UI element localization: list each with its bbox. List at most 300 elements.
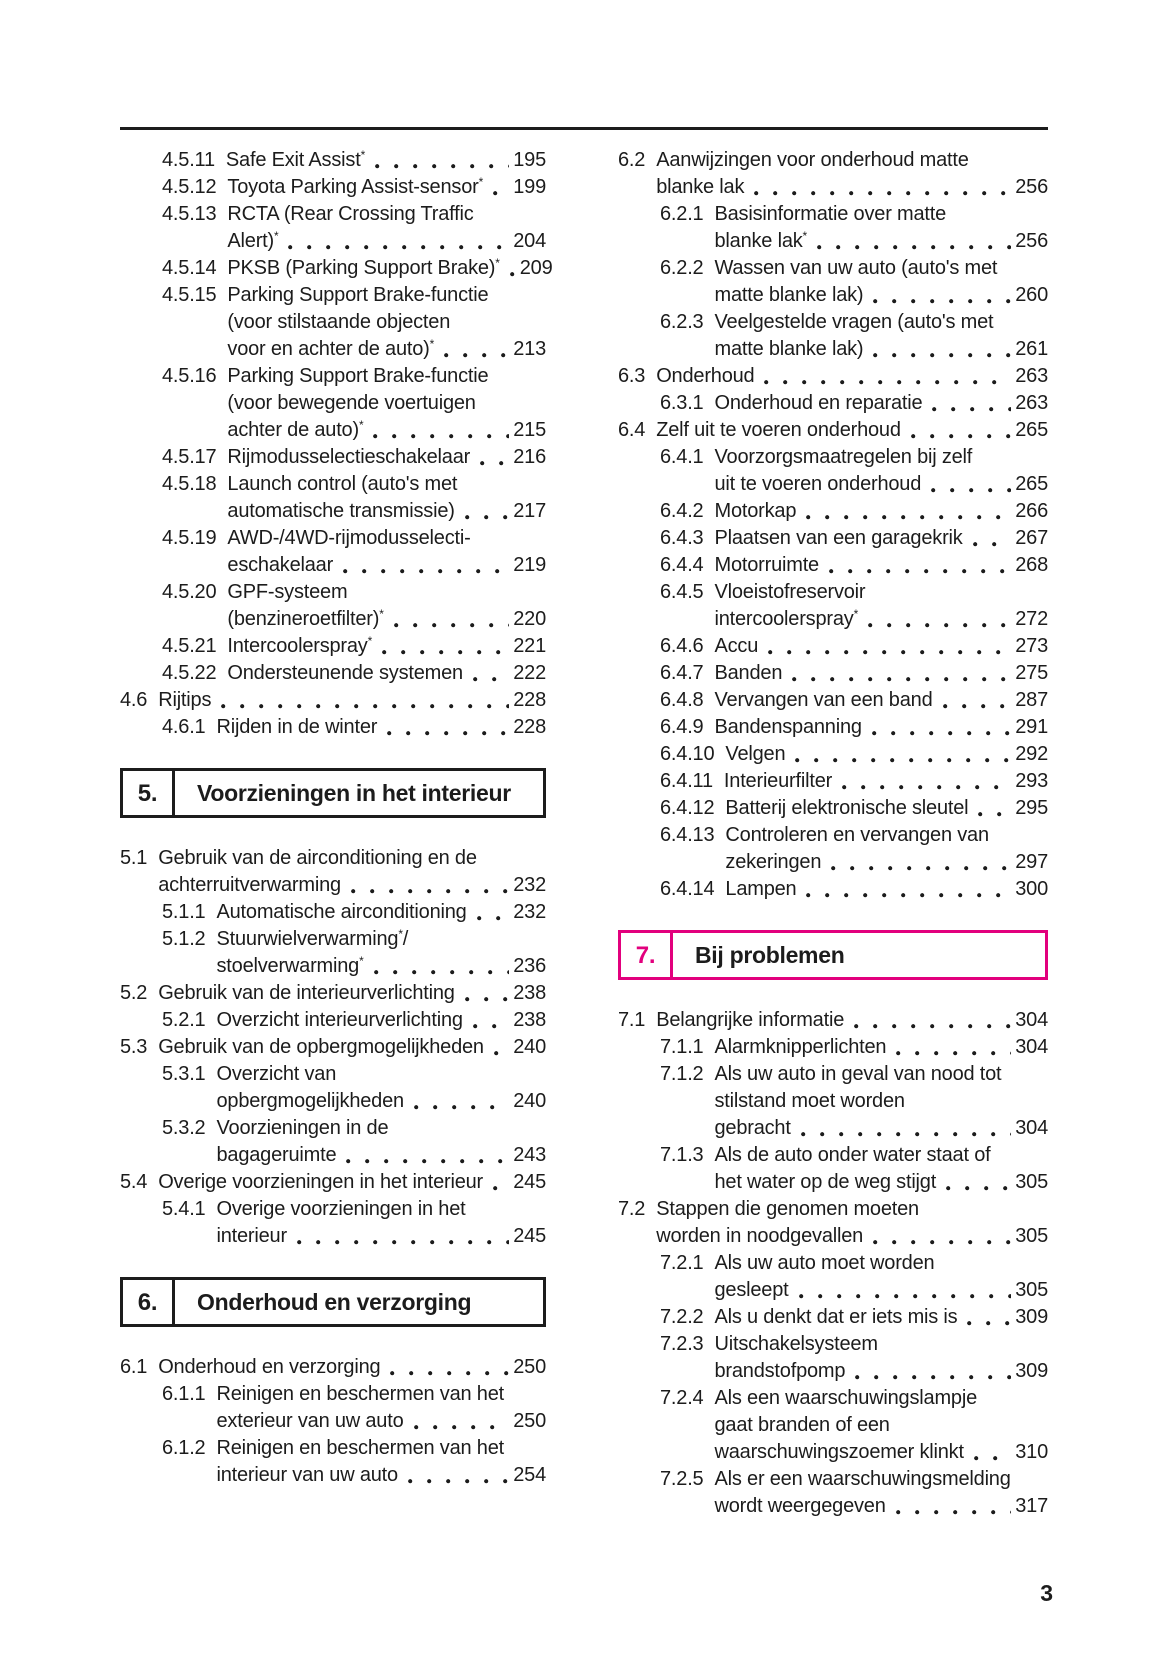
toc-entry-title: matte blanke lak) — [714, 338, 864, 360]
toc-entry-title: Als de auto onder water staat of — [714, 1144, 991, 1166]
toc-entry-page: 254 — [513, 1464, 546, 1486]
toc-entry-title: Als uw auto in geval van nood tot — [714, 1063, 1002, 1085]
toc-entry-title: Als u denkt dat er iets mis is — [714, 1306, 958, 1328]
toc-entry-page: 240 — [513, 1090, 546, 1112]
toc-entry-title: Motorkap — [714, 500, 797, 522]
toc-entry-5.4.1[interactable] — [120, 1196, 546, 1250]
toc-entry-number: 4.5.19 — [162, 527, 217, 549]
dot-leader — [797, 1277, 1012, 1304]
dot-leader — [815, 228, 1011, 255]
toc-entry-title: intercoolerspray* — [714, 607, 859, 630]
toc-entry-page: 261 — [1015, 338, 1048, 360]
toc-entry-page: 305 — [1015, 1171, 1048, 1193]
toc-entry-title: Reinigen en beschermen van het — [216, 1437, 505, 1459]
toc-entry-title: Plaatsen van een garagekrik — [714, 527, 963, 549]
toc-entry-title: achterruitverwarming — [158, 874, 341, 896]
toc-entry-page: 263 — [1015, 392, 1048, 414]
toc-entry-5.1.2[interactable] — [120, 926, 546, 980]
toc-entry-4.5.16[interactable] — [120, 363, 546, 444]
toc-entry-title: interieur — [216, 1225, 287, 1247]
dot-leader — [829, 849, 1011, 876]
toc-entry-number: 6.4.13 — [660, 824, 715, 846]
dot-leader — [471, 660, 509, 687]
toc-entry-5.1[interactable] — [120, 845, 546, 899]
toc-entry-page: 250 — [513, 1410, 546, 1432]
toc-entry-title: Basisinformatie over matte — [714, 203, 947, 225]
dot-leader — [492, 1034, 509, 1061]
toc-entry-number: 7.2.5 — [660, 1468, 704, 1490]
toc-entry-page: 240 — [513, 1036, 546, 1058]
toc-entry-number: 6.4.9 — [660, 716, 704, 738]
toc-entry-page: 295 — [1015, 797, 1048, 819]
dot-leader — [372, 953, 510, 980]
toc-entry-title: exterieur van uw auto — [216, 1410, 404, 1432]
toc-entry-number: 4.5.11 — [162, 149, 215, 171]
dot-leader — [475, 899, 510, 926]
toc-entry-title: achter de auto)* — [227, 418, 364, 441]
toc-entry-title: bagageruimte — [216, 1144, 337, 1166]
toc-entry-title: stoelverwarming* — [216, 954, 364, 977]
toc-entry-title: Velgen — [725, 743, 786, 765]
dot-leader — [793, 741, 1011, 768]
toc-entry-number: 4.5.15 — [162, 284, 217, 306]
page-number: 3 — [1040, 1580, 1053, 1606]
toc-entry-title: Automatische airconditioning — [216, 901, 467, 923]
dot-leader — [944, 1169, 1011, 1196]
dot-leader — [412, 1088, 509, 1115]
toc-entry-6.1.2[interactable] — [120, 1435, 546, 1489]
toc-entry-title: gebracht — [714, 1117, 791, 1139]
toc-entry-number: 5.1 — [120, 847, 148, 869]
toc-entry-5.3.2[interactable] — [120, 1115, 546, 1169]
dot-leader — [412, 1408, 510, 1435]
toc-entry-title: GPF-systeem — [227, 581, 348, 603]
dot-leader — [385, 714, 509, 741]
dot-leader — [840, 768, 1011, 795]
toc-entry-title: blanke lak — [656, 176, 745, 198]
dot-leader — [804, 876, 1011, 903]
section-number: 7. — [621, 933, 673, 977]
toc-entry-title: (voor bewegende voertuigen — [227, 392, 476, 414]
toc-entry-6.4.2[interactable] — [618, 498, 1048, 525]
dot-leader — [508, 255, 516, 282]
toc-entry-6.4.9[interactable] — [618, 714, 1048, 741]
toc-entry-page: 293 — [1015, 770, 1048, 792]
dot-leader — [406, 1462, 509, 1489]
toc-entry-title: Rijtips — [158, 689, 212, 711]
toc-entry-title: matte blanke lak) — [714, 284, 864, 306]
toc-entry-7.1.3[interactable] — [618, 1142, 1048, 1196]
dot-leader — [972, 1439, 1011, 1466]
toc-entry-title: Parking Support Brake-functie — [227, 284, 489, 306]
toc-entry-page: 297 — [1015, 851, 1048, 873]
toc-entry-number: 4.5.21 — [162, 635, 217, 657]
toc-entry-number: 6.4.5 — [660, 581, 704, 603]
toc-entry-page: 287 — [1015, 689, 1048, 711]
dot-leader — [286, 228, 509, 255]
toc-entry-title: Alarmknipperlichten — [714, 1036, 887, 1058]
toc-entry-7.2.5[interactable] — [618, 1466, 1048, 1520]
toc-entry-6.4.1[interactable] — [618, 444, 1048, 498]
dot-leader — [871, 1223, 1011, 1250]
dot-leader — [930, 390, 1011, 417]
toc-entry-7.1.1[interactable] — [618, 1034, 1048, 1061]
toc-entry-page: 216 — [513, 446, 546, 468]
toc-entry-4.5.14[interactable] — [120, 255, 553, 282]
toc-entry-number: 4.5.14 — [162, 257, 217, 279]
toc-entry-title: Onderhoud — [656, 365, 755, 387]
toc-entry-number: 7.1.1 — [660, 1036, 704, 1058]
dot-leader — [971, 525, 1012, 552]
toc-entry-title: brandstofpomp — [714, 1360, 846, 1382]
toc-entry-6.1[interactable] — [120, 1354, 546, 1381]
toc-entry-page: 300 — [1015, 878, 1048, 900]
toc-entry-number: 5.2.1 — [162, 1009, 206, 1031]
dot-leader — [388, 1354, 509, 1381]
toc-entry-title: Als uw auto moet worden — [714, 1252, 935, 1274]
toc-entry-title: PKSB (Parking Support Brake)* — [227, 256, 500, 279]
dot-leader — [491, 174, 509, 201]
toc-entry-page: 215 — [513, 419, 546, 441]
dot-leader — [827, 552, 1011, 579]
toc-entry-number: 5.1.2 — [162, 928, 206, 950]
toc-entry-6.4[interactable] — [618, 417, 1048, 444]
toc-entry-title: waarschuwingszoemer klinkt — [714, 1441, 964, 1463]
dot-leader — [371, 417, 509, 444]
toc-entry-page: 268 — [1015, 554, 1048, 576]
dot-leader — [752, 174, 1011, 201]
toc-entry-title: zekeringen — [725, 851, 822, 873]
toc-entry-6.4.6[interactable] — [618, 633, 1048, 660]
toc-entry-number: 7.2.1 — [660, 1252, 704, 1274]
toc-entry-title: Overzicht interieurverlichting — [216, 1009, 463, 1031]
toc-entry-title: blanke lak* — [714, 229, 808, 252]
toc-entry-6.4.10[interactable] — [618, 741, 1048, 768]
toc-entry-title: Safe Exit Assist* — [225, 148, 366, 171]
toc-entry-6.1.1[interactable] — [120, 1381, 546, 1435]
toc-entry-7.2.3[interactable] — [618, 1331, 1048, 1385]
toc-entry-number: 6.2.1 — [660, 203, 704, 225]
dot-leader — [295, 1223, 509, 1250]
dot-leader — [442, 336, 509, 363]
toc-entry-4.5.22[interactable] — [120, 660, 546, 687]
toc-entry-number: 4.5.18 — [162, 473, 217, 495]
toc-entry-title: Stuurwielverwarming*/ — [216, 927, 409, 950]
toc-entry-number: 6.2.2 — [660, 257, 704, 279]
toc-entry-title: het water op de weg stijgt — [714, 1171, 937, 1193]
toc-entry-6.4.14[interactable] — [618, 876, 1048, 903]
toc-entry-7.1.2[interactable] — [618, 1061, 1048, 1142]
section-title: Voorzieningen in het interieur — [197, 779, 511, 806]
toc-entry-number: 6.1.2 — [162, 1437, 206, 1459]
toc-entry-number: 7.2 — [618, 1198, 646, 1220]
toc-entry-page: 209 — [519, 257, 553, 279]
toc-entry-page: 219 — [513, 554, 546, 576]
toc-entry-7.2.4[interactable] — [618, 1385, 1048, 1466]
toc-entry-4.5.11[interactable] — [120, 147, 546, 174]
toc-entry-6.4.11[interactable] — [618, 768, 1048, 795]
toc-entry-title: Vloeistofreservoir — [714, 581, 866, 603]
dot-leader — [341, 552, 509, 579]
toc-entry-page: 304 — [1015, 1117, 1048, 1139]
toc-entry-page: 272 — [1015, 608, 1048, 630]
toc-entry-page: 266 — [1015, 500, 1048, 522]
toc-entry-title: AWD-/4WD-rijmodusselecti- — [227, 527, 471, 549]
toc-entry-title: Launch control (auto's met — [227, 473, 458, 495]
toc-entry-title: Overige voorzieningen in het interieur — [158, 1171, 484, 1193]
toc-entry-page: 217 — [513, 500, 546, 522]
toc-entry-number: 4.5.12 — [162, 176, 217, 198]
section-title: Bij problemen — [695, 941, 845, 968]
toc-entry-6.2.3[interactable] — [618, 309, 1048, 363]
toc-entry-page: 265 — [1015, 473, 1048, 495]
toc-entry-number: 6.4.12 — [660, 797, 715, 819]
toc-entry-page: 238 — [513, 1009, 546, 1031]
section-header-6 — [120, 1277, 546, 1327]
toc-entry-6.4.13[interactable] — [618, 822, 1048, 876]
toc-entry-6.4.12[interactable] — [618, 795, 1048, 822]
toc-entry-number: 6.4 — [618, 419, 646, 441]
toc-entry-title: Accu — [714, 635, 759, 657]
toc-entry-title: Uitschakelsysteem — [714, 1333, 878, 1355]
toc-entry-5.4[interactable] — [120, 1169, 546, 1196]
toc-entry-7.1[interactable] — [618, 1007, 1048, 1034]
toc-entry-page: 291 — [1015, 716, 1048, 738]
toc-entry-title: Wassen van uw auto (auto's met — [714, 257, 998, 279]
toc-entry-title: interieur van uw auto — [216, 1464, 398, 1486]
toc-entry-6.4.7[interactable] — [618, 660, 1048, 687]
dot-leader — [799, 1115, 1012, 1142]
toc-entry-page: 309 — [1015, 1306, 1048, 1328]
toc-entry-title: Onderhoud en reparatie — [714, 392, 923, 414]
toc-entry-6.2.2[interactable] — [618, 255, 1048, 309]
toc-entry-title: opbergmogelijkheden — [216, 1090, 404, 1112]
toc-entry-4.5.18[interactable] — [120, 471, 546, 525]
toc-entry-page: 263 — [1015, 365, 1048, 387]
toc-entry-title: Stappen die genomen moeten — [656, 1198, 919, 1220]
toc-entry-number: 4.5.17 — [162, 446, 217, 468]
toc-entry-title: wordt weergegeven — [714, 1495, 886, 1517]
toc-entry-title: Controleren en vervangen van — [725, 824, 989, 846]
dot-leader — [373, 147, 509, 174]
toc-entry-7.2.2[interactable] — [618, 1304, 1048, 1331]
toc-entry-title: worden in noodgevallen — [656, 1225, 864, 1247]
toc-entry-number: 7.2.2 — [660, 1306, 704, 1328]
toc-entry-number: 7.2.3 — [660, 1333, 704, 1355]
dot-leader — [929, 471, 1011, 498]
toc-entry-title: Gebruik van de opbergmogelijkheden — [158, 1036, 484, 1058]
toc-entry-5.3.1[interactable] — [120, 1061, 546, 1115]
dot-leader — [478, 444, 509, 471]
toc-entry-4.5.12[interactable] — [120, 174, 546, 201]
dot-leader — [471, 1007, 509, 1034]
toc-entry-title: (benzineroetfilter)* — [227, 607, 384, 630]
toc-entry-page: 238 — [513, 982, 546, 1004]
toc-entry-number: 7.1.3 — [660, 1144, 704, 1166]
toc-entry-title: Alert)* — [227, 229, 279, 252]
dot-leader — [894, 1493, 1012, 1520]
toc-entry-5.2.1[interactable] — [120, 1007, 546, 1034]
toc-entry-title: Gebruik van de interieurverlichting — [158, 982, 455, 1004]
toc-entry-number: 6.4.11 — [660, 770, 713, 792]
section-header-7 — [618, 930, 1048, 980]
toc-entry-title: Voorzieningen in de — [216, 1117, 389, 1139]
toc-entry-4.6.1[interactable] — [120, 714, 546, 741]
toc-column-left — [120, 147, 553, 1489]
dot-leader — [463, 498, 510, 525]
toc-entry-number: 5.4 — [120, 1171, 148, 1193]
toc-entry-6.4.3[interactable] — [618, 525, 1048, 552]
toc-entry-title: Intercoolerspray* — [227, 634, 373, 657]
toc-entry-number: 6.4.2 — [660, 500, 704, 522]
toc-entry-number: 6.4.7 — [660, 662, 704, 684]
section-number: 5. — [123, 771, 175, 815]
toc-entry-6.4.5[interactable] — [618, 579, 1048, 633]
toc-entry-page: 256 — [1015, 176, 1048, 198]
toc-entry-5.1.1[interactable] — [120, 899, 546, 926]
toc-entry-6.3[interactable] — [618, 363, 1048, 390]
dot-leader — [965, 1304, 1011, 1331]
toc-entry-page: 245 — [513, 1171, 546, 1193]
dot-leader — [766, 633, 1011, 660]
toc-entry-number: 6.4.10 — [660, 743, 715, 765]
toc-entry-number: 6.4.4 — [660, 554, 704, 576]
toc-entry-number: 6.2 — [618, 149, 646, 171]
dot-leader — [853, 1358, 1011, 1385]
toc-entry-title: Rijden in de winter — [216, 716, 378, 738]
toc-entry-title: gesleept — [714, 1279, 789, 1301]
dot-leader — [871, 336, 1011, 363]
toc-entry-page: 236 — [513, 955, 546, 977]
dot-leader — [463, 980, 510, 1007]
toc-entry-title: Vervangen van een band — [714, 689, 933, 711]
dot-leader — [852, 1007, 1011, 1034]
toc-entry-4.5.17[interactable] — [120, 444, 546, 471]
toc-entry-number: 5.2 — [120, 982, 148, 1004]
toc-entry-page: 305 — [1015, 1279, 1048, 1301]
toc-entry-title: Belangrijke informatie — [656, 1009, 845, 1031]
dot-leader — [976, 795, 1011, 822]
toc-entry-7.2[interactable] — [618, 1196, 1048, 1250]
toc-entry-title: Rijmodusselectieschakelaar — [227, 446, 471, 468]
toc-entry-7.2.1[interactable] — [618, 1250, 1048, 1304]
toc-entry-title: (voor stilstaande objecten — [227, 311, 451, 333]
toc-entry-page: 304 — [1015, 1036, 1048, 1058]
toc-entry-5.2[interactable] — [120, 980, 546, 1007]
dot-leader — [349, 872, 509, 899]
toc-entry-title: Banden — [714, 662, 783, 684]
toc-entry-page: 222 — [513, 662, 546, 684]
toc-entry-number: 5.3.2 — [162, 1117, 206, 1139]
toc-entry-title: Zelf uit te voeren onderhoud — [656, 419, 901, 441]
toc-entry-page: 267 — [1015, 527, 1048, 549]
toc-entry-page: 275 — [1015, 662, 1048, 684]
toc-entry-page: 305 — [1015, 1225, 1048, 1247]
toc-entry-title: automatische transmissie) — [227, 500, 455, 522]
toc-entry-title: Lampen — [725, 878, 797, 900]
toc-entry-number: 6.1.1 — [162, 1383, 206, 1405]
dot-leader — [804, 498, 1011, 525]
toc-entry-page: 310 — [1015, 1441, 1048, 1463]
toc-entry-page: 245 — [513, 1225, 546, 1247]
toc-entry-4.5.19[interactable] — [120, 525, 546, 579]
toc-entry-4.5.15[interactable] — [120, 282, 546, 363]
toc-entry-6.2.1[interactable] — [618, 201, 1048, 255]
toc-entry-page: 220 — [513, 608, 546, 630]
toc-column-right — [618, 147, 1048, 1520]
dot-leader — [894, 1034, 1011, 1061]
toc-entry-6.3.1[interactable] — [618, 390, 1048, 417]
toc-entry-number: 5.4.1 — [162, 1198, 206, 1220]
toc-entry-number: 6.3.1 — [660, 392, 704, 414]
toc-entry-page: 228 — [513, 689, 546, 711]
toc-entry-6.4.4[interactable] — [618, 552, 1048, 579]
toc-entry-5.3[interactable] — [120, 1034, 546, 1061]
toc-entry-title: Bandenspanning — [714, 716, 862, 738]
toc-entry-page: 317 — [1015, 1495, 1048, 1517]
toc-entry-4.5.20[interactable] — [120, 579, 546, 633]
toc-entry-title: RCTA (Rear Crossing Traffic — [227, 203, 474, 225]
toc-entry-number: 4.5.22 — [162, 662, 217, 684]
toc-entry-page: 243 — [513, 1144, 546, 1166]
dot-leader — [762, 363, 1011, 390]
toc-entry-title: Onderhoud en verzorging — [158, 1356, 381, 1378]
toc-entry-page: 250 — [513, 1356, 546, 1378]
toc-entry-page: 265 — [1015, 419, 1048, 441]
toc-entry-4.6[interactable] — [120, 687, 546, 714]
toc-entry-4.5.13[interactable] — [120, 201, 546, 255]
toc-entry-number: 6.4.3 — [660, 527, 704, 549]
toc-entry-number: 7.1.2 — [660, 1063, 704, 1085]
toc-entry-title: Als een waarschuwingslampje — [714, 1387, 977, 1409]
toc-entry-number: 6.4.1 — [660, 446, 704, 468]
toc-entry-page: 292 — [1015, 743, 1048, 765]
toc-entry-title: voor en achter de auto)* — [227, 337, 435, 360]
toc-entry-page: 195 — [513, 149, 546, 171]
toc-entry-number: 4.5.16 — [162, 365, 217, 387]
toc-entry-6.2[interactable] — [618, 147, 1048, 201]
toc-entry-number: 4.6 — [120, 689, 148, 711]
toc-entry-number: 6.3 — [618, 365, 646, 387]
toc-entry-number: 7.2.4 — [660, 1387, 704, 1409]
dot-leader — [941, 687, 1012, 714]
toc-entry-title: gaat branden of een — [714, 1414, 890, 1436]
toc-entry-title: Aanwijzingen voor onderhoud matte — [656, 149, 969, 171]
top-rule — [120, 127, 1048, 130]
toc-entry-title: uit te voeren onderhoud — [714, 473, 922, 495]
toc-entry-title: Overzicht van — [216, 1063, 337, 1085]
section-header-5 — [120, 768, 546, 818]
toc-entry-title: Ondersteunende systemen — [227, 662, 463, 684]
toc-entry-number: 5.3 — [120, 1036, 148, 1058]
toc-entry-title: Overige voorzieningen in het — [216, 1198, 466, 1220]
toc-entry-page: 273 — [1015, 635, 1048, 657]
toc-entry-page: 232 — [513, 901, 546, 923]
toc-entry-title: Motorruimte — [714, 554, 819, 576]
toc-entry-page: 304 — [1015, 1009, 1048, 1031]
toc-entry-title: Reinigen en beschermen van het — [216, 1383, 505, 1405]
toc-entry-number: 6.1 — [120, 1356, 148, 1378]
toc-entry-page: 309 — [1015, 1360, 1048, 1382]
toc-entry-page: 256 — [1015, 230, 1048, 252]
dot-leader — [380, 633, 509, 660]
toc-entry-4.5.21[interactable] — [120, 633, 546, 660]
toc-entry-title: Batterij elektronische sleutel — [725, 797, 969, 819]
section-number: 6. — [123, 1280, 175, 1324]
toc-entry-number: 5.1.1 — [162, 901, 206, 923]
toc-entry-number: 6.2.3 — [660, 311, 704, 333]
toc-entry-6.4.8[interactable] — [618, 687, 1048, 714]
